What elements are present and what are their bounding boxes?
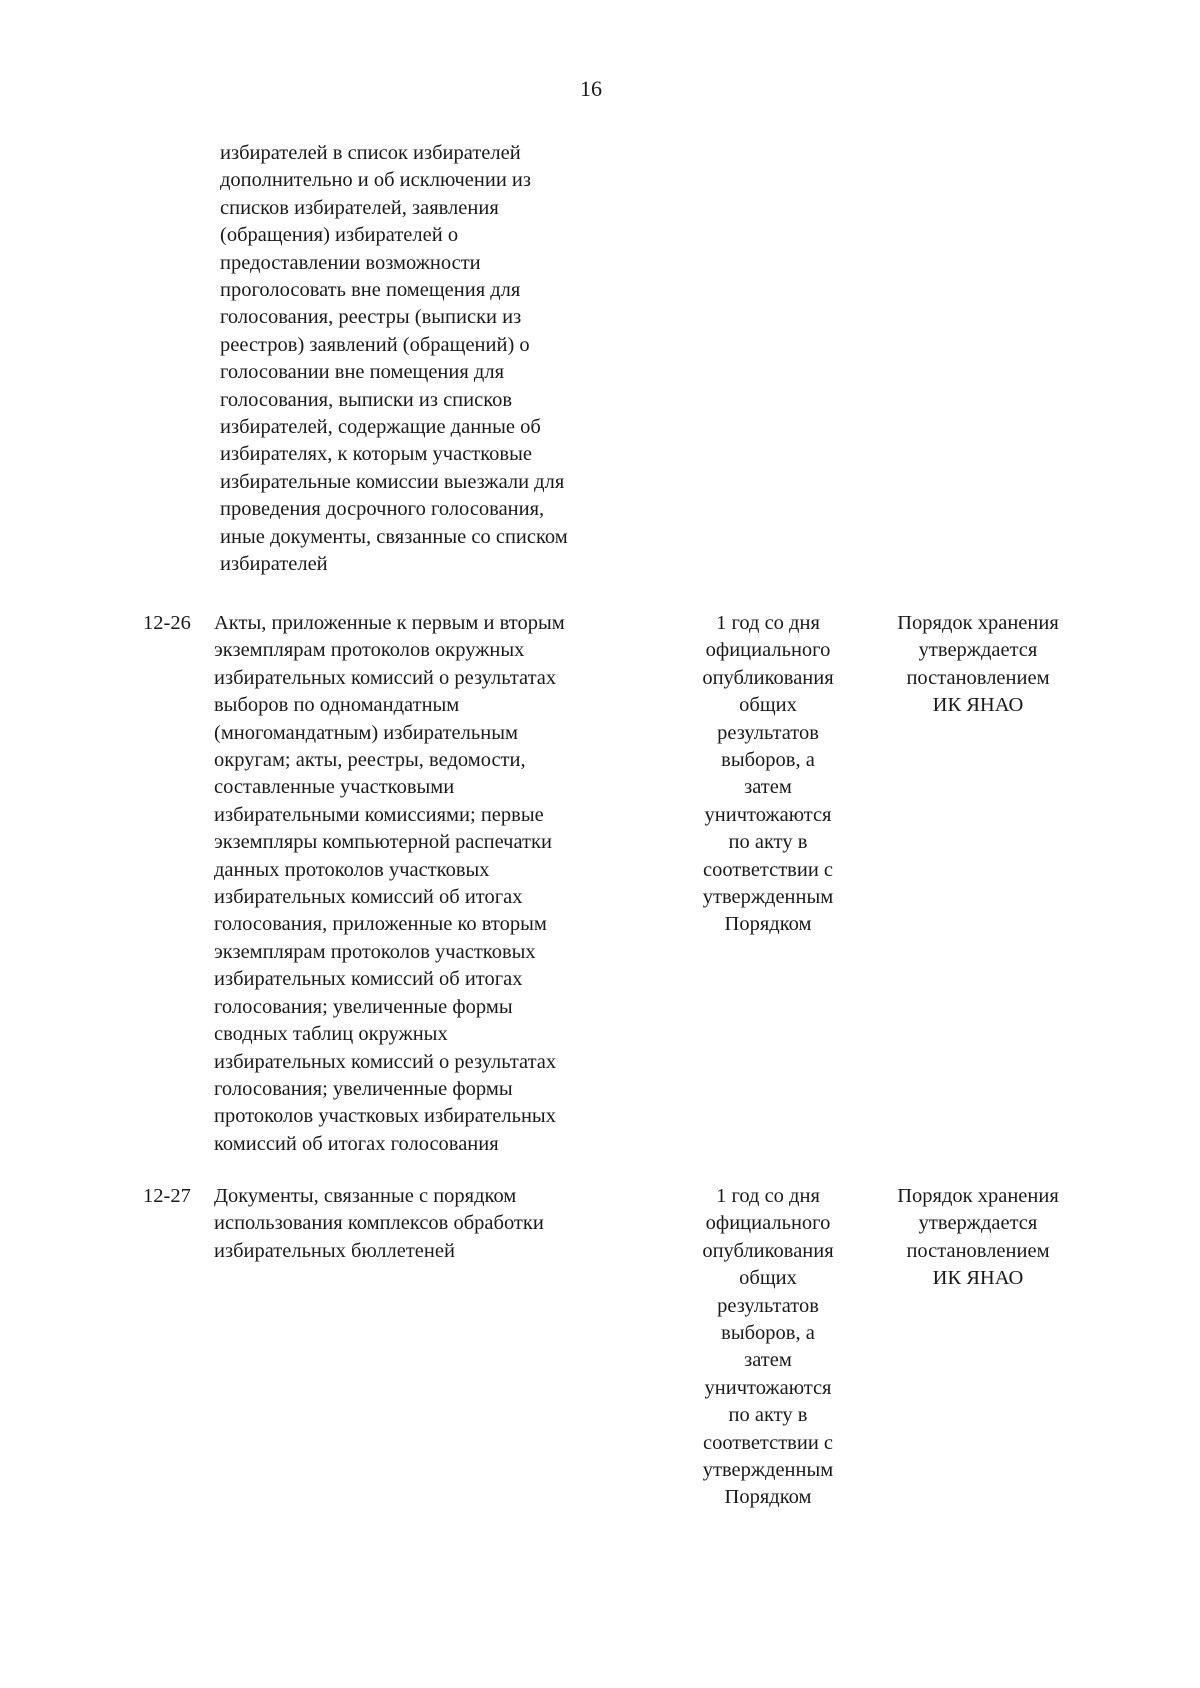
description-line: избирательных комиссий о результатах <box>214 666 557 689</box>
term-line: Порядком <box>724 1486 812 1509</box>
description-line: экземплярам протоколов участковых <box>214 940 536 963</box>
description-line: голосовании вне помещения для <box>220 361 505 384</box>
term-line: выборов, а <box>721 749 815 772</box>
description-line: экземпляры компьютерной распечатки <box>214 831 552 854</box>
term-line: опубликования <box>702 666 834 689</box>
term-line: по акту в <box>728 1404 808 1427</box>
term-line: затем <box>744 1349 792 1372</box>
note-line: Порядок хранения <box>897 612 1059 634</box>
description-line: избирательных комиссий о результатах <box>214 1050 557 1073</box>
row-number: 12-26 <box>143 612 191 634</box>
description-line: комиссий об итогах голосования <box>214 1132 499 1155</box>
note-line: утверждается <box>918 1212 1038 1235</box>
description-line: предоставлении возможности <box>220 251 481 274</box>
description-line: реестров) заявлений (обращений) о <box>220 333 530 356</box>
term-line: утвержденным <box>702 886 834 909</box>
term-line: затем <box>744 776 792 799</box>
row-retention-term <box>668 1183 868 1512</box>
description-line: голосования, выписки из списков <box>220 388 513 411</box>
description-line: использования комплексов обработки <box>214 1212 544 1235</box>
term-line: результатов <box>717 721 819 744</box>
term-line: соответствии с <box>702 1431 834 1454</box>
note-line: постановлением <box>906 666 1050 689</box>
term-line: 1 год со дня <box>716 1185 820 1207</box>
description-line: составленные участковыми <box>214 776 455 799</box>
description-line: избирательные комиссии выезжали для <box>220 470 565 493</box>
note-line: Порядок хранения <box>897 1185 1059 1207</box>
note-line: утверждается <box>918 639 1038 662</box>
term-line: опубликования <box>702 1239 834 1262</box>
description-line: избирательных комиссий об итогах <box>214 886 523 909</box>
row-note <box>868 1183 1088 1293</box>
note-line: ИК ЯНАО <box>932 694 1024 717</box>
note-line: ИК ЯНАО <box>932 1267 1024 1290</box>
term-line: общих <box>739 1267 797 1290</box>
description-line: проведения досрочного голосования, <box>220 498 545 521</box>
term-line: официального <box>705 639 831 662</box>
description-line: избирателей <box>220 553 328 576</box>
term-line: уничтожаются <box>704 1376 832 1399</box>
row-number: 12-27 <box>143 1185 191 1207</box>
description-line: избирателях, к которым участковые <box>220 443 532 466</box>
description-line: протоколов участковых избирательных <box>214 1105 556 1128</box>
description-line: избирательных комиссий об итогах <box>214 968 523 991</box>
row-description <box>214 610 644 1158</box>
description-line: Акты, приложенные к первым и вторым <box>214 612 565 634</box>
row-description <box>214 1183 644 1265</box>
description-line: голосования; увеличенные формы <box>214 1077 513 1100</box>
description-line: избирательными комиссиями; первые <box>214 803 544 826</box>
continuation-description <box>220 140 640 579</box>
description-line: голосования; увеличенные формы <box>214 995 513 1018</box>
description-line: экземплярам протоколов окружных <box>214 639 525 662</box>
description-line: голосования, приложенные ко вторым <box>214 913 547 936</box>
description-line: проголосовать вне помещения для <box>220 279 521 302</box>
description-line: голосования, реестры (выписки из <box>220 306 522 329</box>
description-line: (многомандатным) избирательным <box>214 721 518 744</box>
description-line: избирателей в список избирателей <box>220 142 521 164</box>
term-line: Порядком <box>724 913 812 936</box>
description-line: округам; акты, реестры, ведомости, <box>214 749 526 772</box>
description-line: списков избирателей, заявления <box>220 196 499 219</box>
description-line: данных протоколов участковых <box>214 858 490 881</box>
description-line: (обращения) избирателей о <box>220 224 459 247</box>
row-retention-term <box>668 610 868 939</box>
description-line: избирательных бюллетеней <box>214 1239 455 1262</box>
term-line: общих <box>739 694 797 717</box>
term-line: уничтожаются <box>704 803 832 826</box>
description-line: иные документы, связанные со списком <box>220 525 568 548</box>
term-line: соответствии с <box>702 858 834 881</box>
description-line: дополнительно и об исключении из <box>220 169 531 192</box>
page-number: 16 <box>580 76 602 101</box>
term-line: по акту в <box>728 831 808 854</box>
term-line: официального <box>705 1212 831 1235</box>
note-line: постановлением <box>906 1239 1050 1262</box>
term-line: 1 год со дня <box>716 612 820 634</box>
description-line: Документы, связанные с порядком <box>214 1185 517 1207</box>
description-line: сводных таблиц окружных <box>214 1023 448 1046</box>
term-line: выборов, а <box>721 1322 815 1345</box>
term-line: результатов <box>717 1294 819 1317</box>
row-note <box>868 610 1088 720</box>
description-line: выборов по одномандатным <box>214 694 460 717</box>
description-line: избирателей, содержащие данные об <box>220 416 541 439</box>
term-line: утвержденным <box>702 1459 834 1482</box>
